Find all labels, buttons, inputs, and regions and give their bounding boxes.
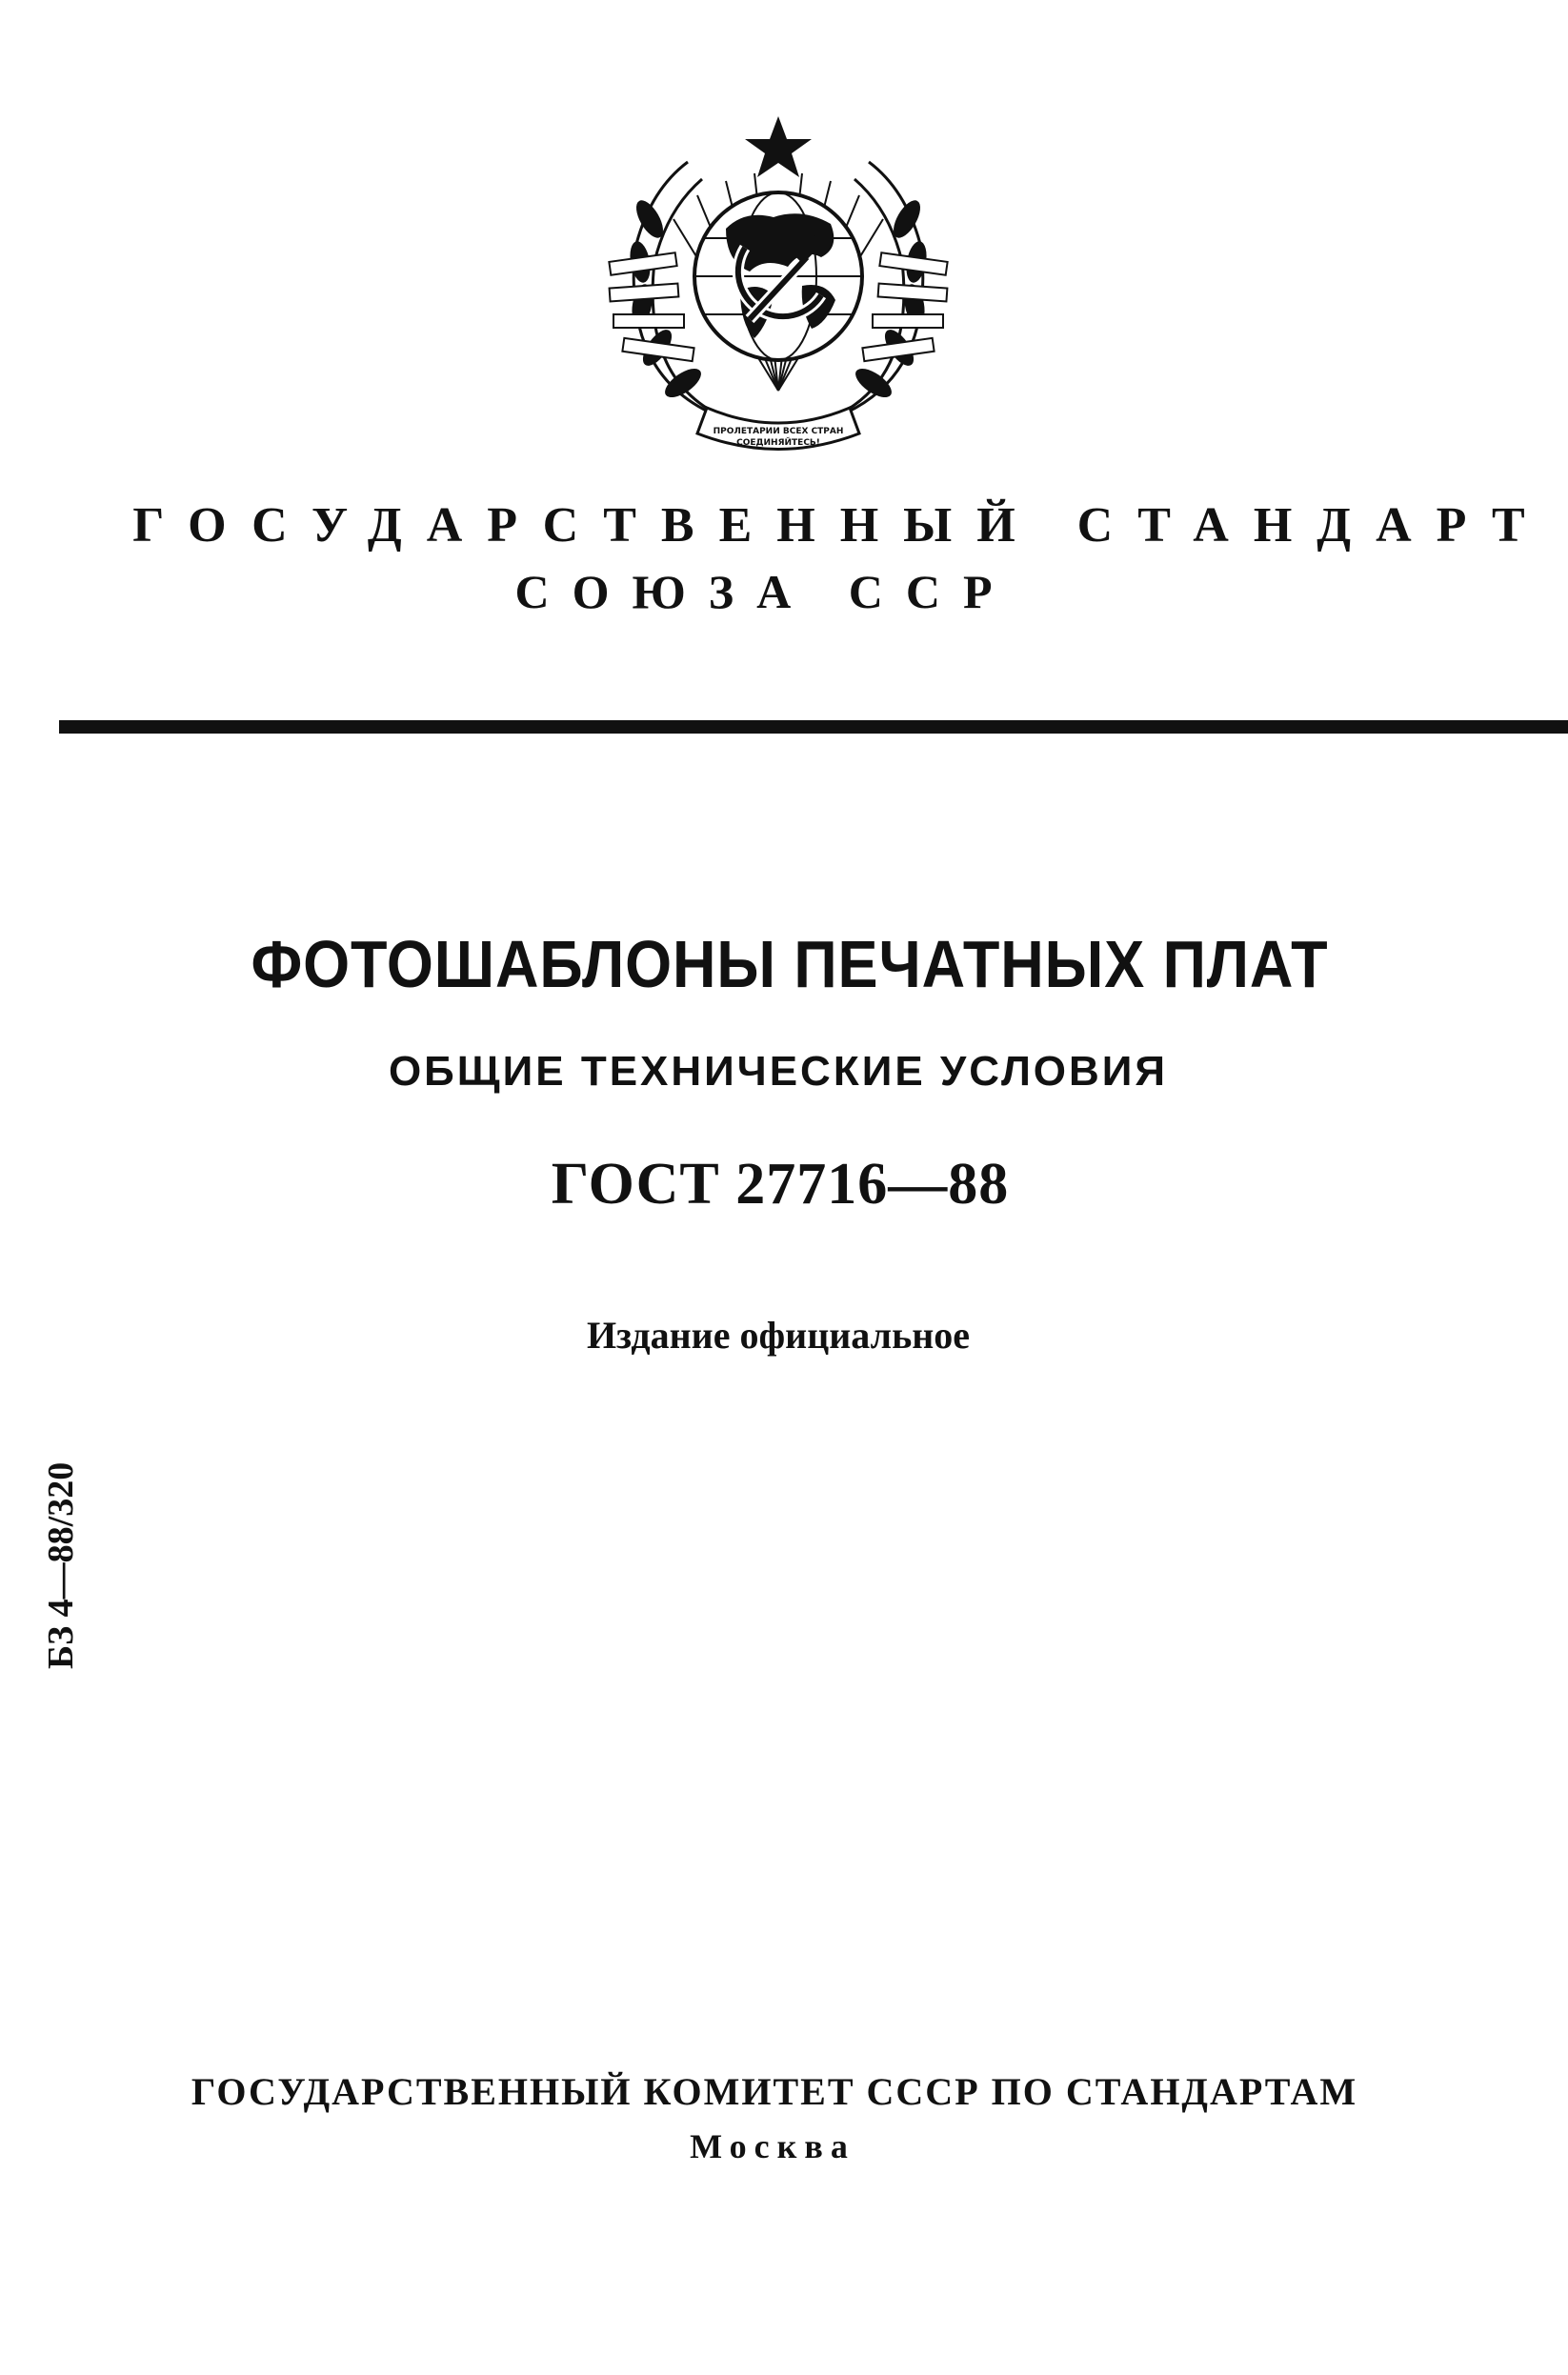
document-subtitle: ОБЩИЕ ТЕХНИЧЕСКИЕ УСЛОВИЯ: [388, 1048, 1169, 1095]
standard-code: ГОСТ 27716—88: [551, 1152, 1010, 1217]
header-divider: [59, 720, 1568, 734]
publisher-name: ГОСУДАРСТВЕННЫЙ КОМИТЕТ СССР ПО СТАНДАРТАМ: [191, 2070, 1358, 2113]
edition-note: Издание официальное: [586, 1314, 971, 1357]
side-catalog-code: БЗ 4—88/320: [41, 1461, 81, 1669]
standard-header: ГОСУДАРСТВЕННЫЙ СТАНДАРТ: [132, 498, 1550, 553]
svg-text:СОЕДИНЯЙТЕСЬ!: СОЕДИНЯЙТЕСЬ!: [736, 438, 820, 448]
ussr-emblem-icon: [583, 105, 974, 476]
standard-header-union: СОЮЗА ССР: [514, 565, 1015, 618]
publisher-city: Москва: [690, 2127, 855, 2165]
svg-text:ПРОЛЕТАРИИ ВСЕХ СТРАН: ПРОЛЕТАРИИ ВСЕХ СТРАН: [713, 427, 844, 436]
document-title: ФОТОШАБЛОНЫ ПЕЧАТНЫХ ПЛАТ: [251, 927, 1329, 1001]
